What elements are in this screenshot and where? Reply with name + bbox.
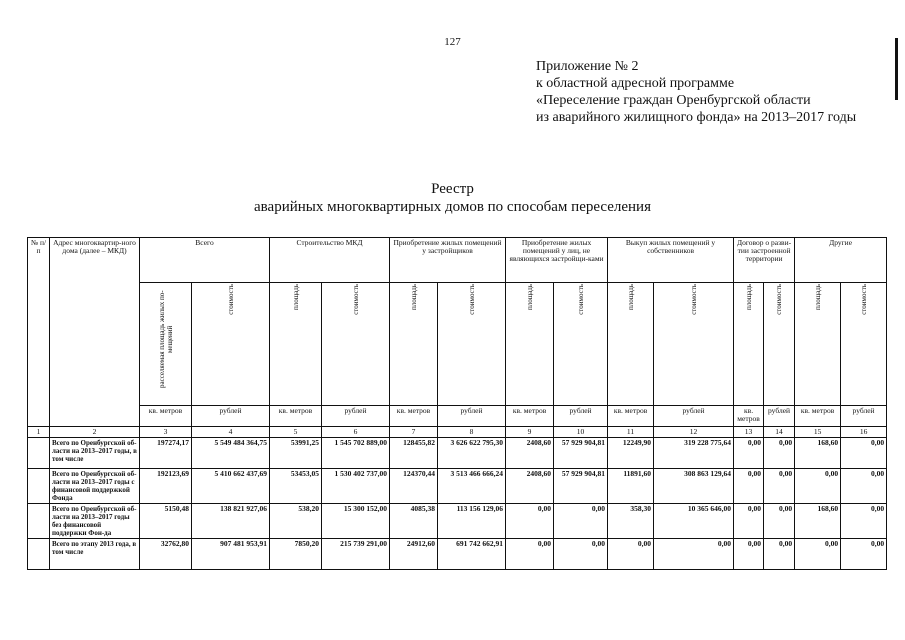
unit-cost: рублей — [654, 406, 734, 427]
cell-value: 168,60 — [795, 438, 841, 469]
cell-value: 10 365 646,00 — [654, 504, 734, 539]
cell-value: 4085,38 — [390, 504, 438, 539]
column-number: 12 — [654, 427, 734, 438]
unit-area: кв. метров — [270, 406, 322, 427]
header-group-buyout: Выкуп жилых помещений у собственников — [608, 238, 734, 283]
subheader-cost: стоимость — [576, 284, 585, 315]
cell-value: 308 863 129,64 — [654, 469, 734, 504]
cell-value: 0,00 — [554, 504, 608, 539]
cell-value: 215 739 291,00 — [322, 539, 390, 570]
cell-value: 2408,60 — [506, 469, 554, 504]
unit-area: кв. метров — [506, 406, 554, 427]
cell-value: 0,00 — [841, 504, 887, 539]
column-number: 8 — [438, 427, 506, 438]
subheader-resettled-area: расселяемая площадь жилых по-мещений — [157, 290, 174, 388]
table-row — [28, 504, 887, 539]
header-group-total: Всего — [140, 238, 270, 283]
cell-value: 53991,25 — [270, 438, 322, 469]
cell-value: 0,00 — [764, 469, 795, 504]
cell-value: 197274,17 — [140, 438, 192, 469]
registry-title-line1: Реестр — [431, 181, 474, 197]
cell-value: 15 300 152,00 — [322, 504, 390, 539]
subheader-cost: стоимость — [351, 284, 360, 315]
column-number: 7 — [390, 427, 438, 438]
cell-value: 11891,60 — [608, 469, 654, 504]
unit-cost: рублей — [554, 406, 608, 427]
cell-value: 5 549 484 364,75 — [192, 438, 270, 469]
annex-line: к областной адресной программе — [536, 76, 735, 91]
annex-line: из аварийного жилищного фонда» на 2013–2017 годы — [536, 110, 857, 125]
column-number: 4 — [192, 427, 270, 438]
subheader-area: площадь — [525, 284, 534, 310]
cell-value: 113 156 129,06 — [438, 504, 506, 539]
unit-cost: рублей — [322, 406, 390, 427]
column-number: 11 — [608, 427, 654, 438]
cell-value: 0,00 — [841, 539, 887, 570]
column-number: 2 — [50, 427, 140, 438]
unit-cost: рублей — [192, 406, 270, 427]
subheader-area: площадь — [626, 284, 635, 310]
header-group-construction: Строительство МКД — [270, 238, 390, 283]
subheader-cost: стоимость — [775, 284, 784, 315]
cell-value: 0,00 — [764, 539, 795, 570]
cell-value: 57 929 904,81 — [554, 469, 608, 504]
cell-value: 32762,80 — [140, 539, 192, 570]
cell-value: 691 742 662,91 — [438, 539, 506, 570]
cell-value: 0,00 — [764, 438, 795, 469]
cell-value: 319 228 775,64 — [654, 438, 734, 469]
cell-value: 2408,60 — [506, 438, 554, 469]
column-number: 16 — [841, 427, 887, 438]
unit-cost: рублей — [764, 406, 795, 427]
cell-value: 0,00 — [608, 539, 654, 570]
cell-value: 0,00 — [734, 438, 764, 469]
cell-value: 0,00 — [841, 438, 887, 469]
cell-value: 5150,48 — [140, 504, 192, 539]
cell-value: 0,00 — [734, 504, 764, 539]
row-label: Всего по Оренбургской об-ласти на 2013–2017 годы без финансовой поддержки Фон-да — [50, 504, 140, 539]
subheader-area: площадь — [409, 284, 418, 310]
annex-block — [536, 58, 856, 126]
registry-table — [27, 237, 887, 570]
cell-value: 24912,60 — [390, 539, 438, 570]
table-row — [28, 539, 887, 570]
cell-value: 0,00 — [654, 539, 734, 570]
registry-title — [0, 180, 905, 216]
cell-value: 128455,82 — [390, 438, 438, 469]
cell-value: 0,00 — [734, 539, 764, 570]
unit-cost: рублей — [438, 406, 506, 427]
annex-line: Приложение № 2 — [536, 59, 639, 74]
cell-value: 0,00 — [734, 469, 764, 504]
cell-value: 7850,20 — [270, 539, 322, 570]
cell-value: 138 821 927,06 — [192, 504, 270, 539]
cell-value: 3 513 466 666,24 — [438, 469, 506, 504]
cell-value: 1 530 402 737,00 — [322, 469, 390, 504]
column-number: 6 — [322, 427, 390, 438]
cell-value: 57 929 904,81 — [554, 438, 608, 469]
cell-value: 124370,44 — [390, 469, 438, 504]
subheader-area: площадь — [813, 284, 822, 310]
unit-area: кв. метров — [795, 406, 841, 427]
column-number: 13 — [734, 427, 764, 438]
cell-value: 0,00 — [506, 504, 554, 539]
cell-value: 0,00 — [554, 539, 608, 570]
header-group-territory: Договор о разви-тии застроенной территории — [734, 238, 795, 283]
subheader-cost: стоимость — [226, 284, 235, 315]
row-label: Всего по Оренбургской об-ласти на 2013–2017 годы с финансовой поддержкой Фонда — [50, 469, 140, 504]
cell-value: 0,00 — [764, 504, 795, 539]
annex-line: «Переселение граждан Оренбургской области — [536, 93, 811, 108]
cell-value: 0,00 — [795, 469, 841, 504]
header-index: № п/п — [28, 238, 50, 427]
unit-area: кв. метров — [390, 406, 438, 427]
cell-value: 192123,69 — [140, 469, 192, 504]
header-group-other: Другие — [795, 238, 887, 283]
row-label: Всего по этапу 2013 года, в том числе — [50, 539, 140, 570]
column-number: 5 — [270, 427, 322, 438]
row-label: Всего по Оренбургской об-ласти на 2013–2017 годы, в том числе — [50, 438, 140, 469]
column-number: 15 — [795, 427, 841, 438]
cell-value: 12249,90 — [608, 438, 654, 469]
unit-area: кв. метров — [734, 406, 764, 427]
page-number: 127 — [444, 36, 461, 48]
table-row — [28, 438, 887, 469]
registry-title-line2: аварийных многоквартирных домов по способам переселения — [254, 199, 651, 215]
cell-value: 5 410 662 437,69 — [192, 469, 270, 504]
cell-value: 0,00 — [795, 539, 841, 570]
unit-area: кв. метров — [608, 406, 654, 427]
cell-value: 1 545 702 889,00 — [322, 438, 390, 469]
cell-value: 3 626 622 795,30 — [438, 438, 506, 469]
subheader-cost: стоимость — [689, 284, 698, 315]
column-number: 14 — [764, 427, 795, 438]
header-group-developers: Приобретение жилых помещений у застройщиков — [390, 238, 506, 283]
cell-value: 168,60 — [795, 504, 841, 539]
cell-value: 0,00 — [506, 539, 554, 570]
cell-value: 358,30 — [608, 504, 654, 539]
column-number: 9 — [506, 427, 554, 438]
column-number: 3 — [140, 427, 192, 438]
cell-value: 0,00 — [841, 469, 887, 504]
edge-mark — [895, 38, 898, 100]
unit-cost: рублей — [841, 406, 887, 427]
header-group-non-developers: Приобретение жилых помещений у лиц, не являющихся застройщи-ками — [506, 238, 608, 283]
subheader-area: площадь — [291, 284, 300, 310]
cell-value: 907 481 953,91 — [192, 539, 270, 570]
header-address: Адрес многоквартир-ного дома (далее – МКД) — [50, 238, 140, 427]
subheader-area: площадь — [744, 284, 753, 310]
table-row — [28, 469, 887, 504]
column-number: 10 — [554, 427, 608, 438]
unit-area: кв. метров — [140, 406, 192, 427]
cell-value: 53453,05 — [270, 469, 322, 504]
subheader-cost: стоимость — [859, 284, 868, 315]
subheader-cost: стоимость — [467, 284, 476, 315]
column-number: 1 — [28, 427, 50, 438]
cell-value: 538,20 — [270, 504, 322, 539]
